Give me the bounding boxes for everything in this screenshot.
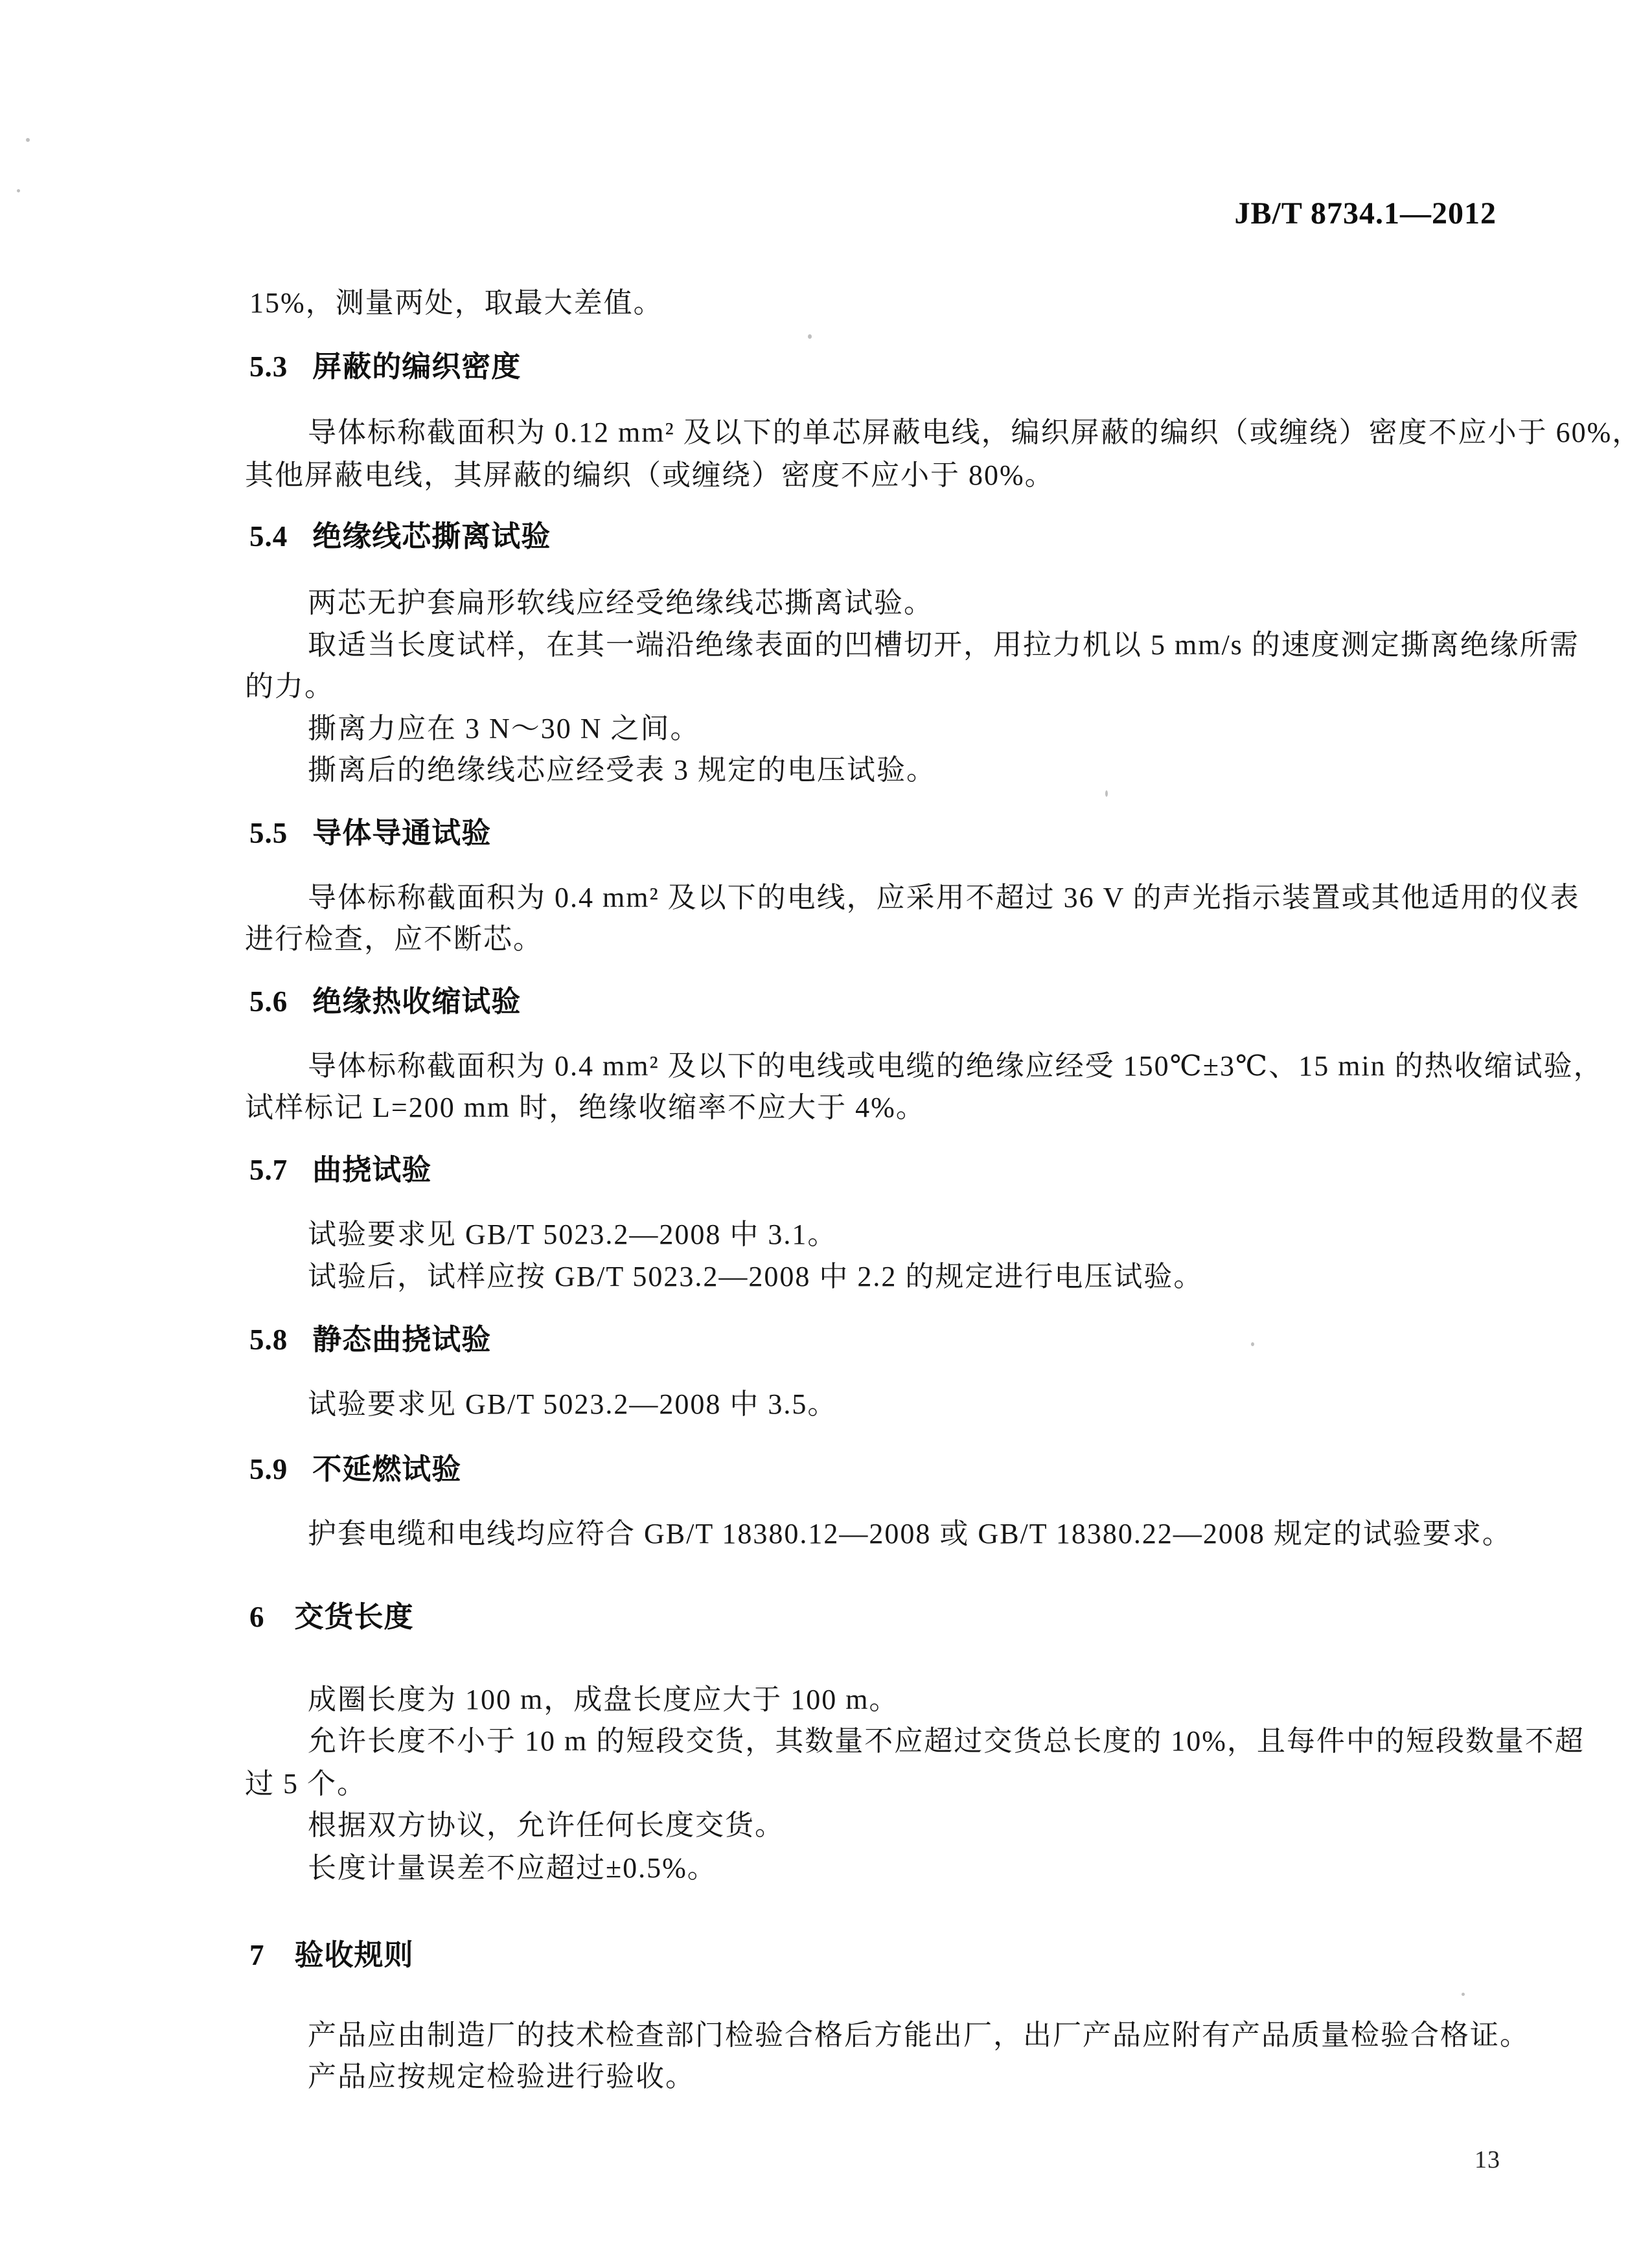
scan-speck xyxy=(1251,1342,1254,1346)
body-line: 进行检查，应不断芯。 xyxy=(245,923,543,955)
section-heading-5-7 xyxy=(249,1152,431,1188)
section-title: 曲挠试验 xyxy=(312,1154,432,1186)
body-line: 导体标称截面积为 0.12 mm² 及以下的单芯屏蔽电线，编织屏蔽的编织（或缠绕）密度不应小于 60%， xyxy=(308,417,1642,448)
section-title: 验收规则 xyxy=(294,1939,414,1971)
section-number: 5.4 xyxy=(249,520,288,553)
scan-speck xyxy=(26,138,30,142)
body-line: 取适当长度试样，在其一端沿绝缘表面的凹槽切开，用拉力机以 5 mm/s 的速度测定撕离绝缘所需 xyxy=(308,629,1579,661)
section-heading-7 xyxy=(249,1937,414,1973)
body-line: 导体标称截面积为 0.4 mm² 及以下的电线，应采用不超过 36 V 的声光指示装置或其他适用的仪表 xyxy=(308,882,1580,913)
body-line: 试验要求见 GB/T 5023.2—2008 中 3.1。 xyxy=(308,1219,838,1250)
scan-speck xyxy=(17,189,20,192)
body-line: 长度计量误差不应超过±0.5%。 xyxy=(308,1852,717,1884)
body-line: 撕离力应在 3 N～30 N 之间。 xyxy=(308,713,700,744)
body-line: 试验要求见 GB/T 5023.2—2008 中 3.5。 xyxy=(308,1388,838,1420)
body-line: 根据双方协议，允许任何长度交货。 xyxy=(308,1809,785,1841)
page-number: 13 xyxy=(1474,2146,1500,2173)
section-title: 不延燃试验 xyxy=(312,1453,462,1485)
body-line: 其他屏蔽电线，其屏蔽的编织（或缠绕）密度不应小于 80%。 xyxy=(245,459,1055,491)
section-title: 交货长度 xyxy=(294,1601,414,1633)
section-number: 5.9 xyxy=(249,1453,288,1485)
section-heading-5-4 xyxy=(249,518,551,555)
body-line: 的力。 xyxy=(245,670,334,702)
section-title: 静态曲挠试验 xyxy=(312,1323,492,1356)
section-number: 6 xyxy=(249,1601,265,1633)
body-line: 两芯无护套扁形软线应经受绝缘线芯撕离试验。 xyxy=(308,587,934,619)
body-line: 产品应由制造厂的技术检查部门检验合格后方能出厂，出厂产品应附有产品质量检验合格证。 xyxy=(308,2019,1530,2051)
section-number: 5.8 xyxy=(249,1323,288,1356)
section-heading-5-3 xyxy=(249,349,521,385)
section-title: 屏蔽的编织密度 xyxy=(312,350,522,383)
body-line: 过 5 个。 xyxy=(245,1768,367,1800)
body-line: 撕离后的绝缘线芯应经受表 3 规定的电压试验。 xyxy=(308,754,936,786)
body-line: 导体标称截面积为 0.4 mm² 及以下的电线或电缆的绝缘应经受 150℃±3℃、15 min 的热收缩试验， xyxy=(308,1050,1603,1082)
section-title: 导体导通试验 xyxy=(312,817,492,849)
scan-speck xyxy=(1105,790,1108,797)
section-heading-6 xyxy=(249,1599,414,1635)
section-number: 5.5 xyxy=(249,817,288,849)
section-number: 5.3 xyxy=(249,350,288,383)
section-number: 5.6 xyxy=(249,985,288,1018)
body-line: 成圈长度为 100 m，成盘长度应大于 100 m。 xyxy=(308,1684,899,1715)
section-title: 绝缘线芯撕离试验 xyxy=(312,520,551,553)
body-line: 试样标记 L=200 mm 时，绝缘收缩率不应大于 4%。 xyxy=(245,1092,926,1123)
section-heading-5-6 xyxy=(249,983,521,1020)
body-line: 允许长度不小于 10 m 的短段交货，其数量不应超过交货总长度的 10%，且每件中的短段数量不超 xyxy=(308,1725,1585,1757)
section-number: 7 xyxy=(249,1939,265,1971)
scan-speck xyxy=(808,334,812,339)
body-line: 产品应按规定检验进行验收。 xyxy=(308,2061,695,2092)
section-number: 5.7 xyxy=(249,1154,288,1186)
section-heading-5-5 xyxy=(249,815,491,851)
section-heading-5-9 xyxy=(249,1451,461,1487)
document-header-standard-number: JB/T 8734.1—2012 xyxy=(1234,196,1497,231)
body-line: 试验后，试样应按 GB/T 5023.2—2008 中 2.2 的规定进行电压试验。 xyxy=(308,1261,1204,1292)
section-title: 绝缘热收缩试验 xyxy=(312,985,522,1018)
body-line: 护套电缆和电线均应符合 GB/T 18380.12—2008 或 GB/T 18380.22—2008 规定的试验要求。 xyxy=(308,1518,1512,1550)
body-line: 15%，测量两处，取最大差值。 xyxy=(249,287,663,319)
section-heading-5-8 xyxy=(249,1322,491,1358)
scan-speck xyxy=(1462,1993,1465,1996)
